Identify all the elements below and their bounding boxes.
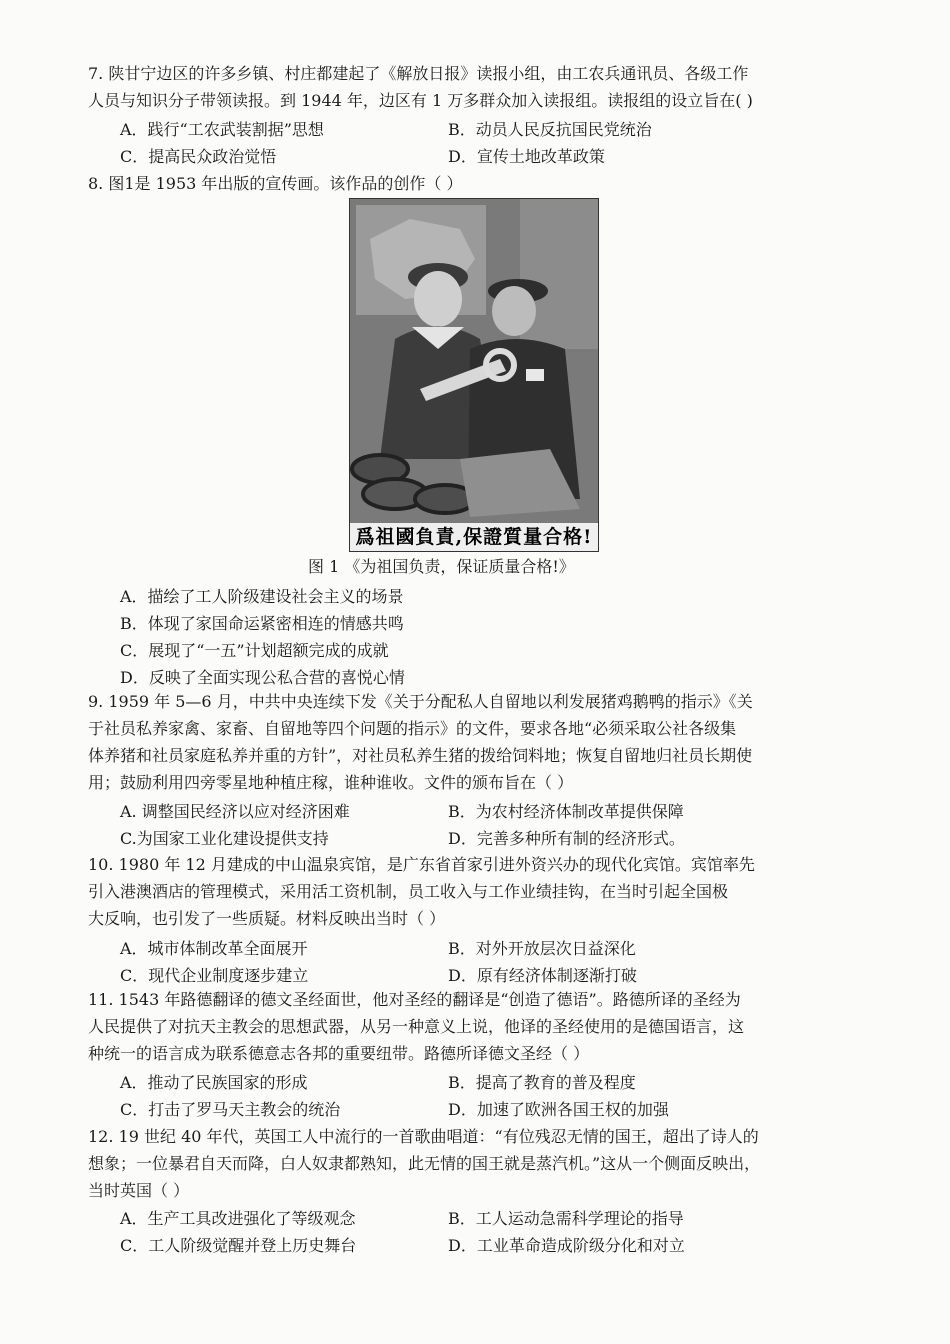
option-c[interactable]: C．展现了“一五”计划超额完成的成就 [120, 641, 389, 660]
option-d[interactable]: D．完善多种所有制的经济形式。 [448, 829, 685, 848]
option-a[interactable]: A. 调整国民经济以应对经济困难 [120, 802, 350, 821]
option-b[interactable]: B．对外开放层次日益深化 [448, 939, 636, 958]
option-c[interactable]: C．提高民众政治觉悟 [120, 147, 277, 166]
question-text-line: 大反响，也引发了一些质疑。材料反映出当时（ ） [88, 909, 446, 928]
question-9 [88, 688, 858, 796]
option-c[interactable]: C．打击了罗马天主教会的统治 [120, 1100, 341, 1119]
option-b[interactable]: B．为农村经济体制改革提供保障 [448, 802, 684, 821]
question-text-line: 用；鼓励利用四旁零星地种植庄稼，谁种谁收。文件的颁布旨在（ ） [88, 773, 574, 792]
option-a[interactable]: A．推动了民族国家的形成 [120, 1073, 308, 1092]
option-b[interactable]: B．体现了家国命运紧密相连的情感共鸣 [120, 614, 404, 633]
question-text-line: 想象；一位暴君自天而降，白人奴隶都熟知，此无情的国王就是蒸汽机。”这从一个侧面反映出， [88, 1154, 761, 1173]
option-c[interactable]: C．现代企业制度逐步建立 [120, 966, 309, 985]
option-b[interactable]: B．工人运动急需科学理论的指导 [448, 1209, 684, 1228]
poster-slogan: 爲祖國負責,保證質量合格! [350, 523, 598, 551]
question-text-line: 当时英国（ ） [88, 1181, 190, 1200]
option-d[interactable]: D．宣传土地改革政策 [448, 147, 605, 166]
option-b[interactable]: B．提高了教育的普及程度 [448, 1073, 636, 1092]
option-d[interactable]: D．工业革命造成阶级分化和对立 [448, 1236, 685, 1255]
option-a[interactable]: A．践行“工农武装割据”思想 [120, 120, 324, 139]
option-d[interactable]: D．反映了全面实现公私合营的喜悦心情 [120, 668, 405, 687]
option-d[interactable]: D．加速了欧洲各国王权的加强 [448, 1100, 669, 1119]
question-text-line: 10. 1980 年 12 月建成的中山温泉宾馆，是广东省首家引进外资兴办的现代化宾馆。宾馆率先 [88, 855, 755, 874]
question-11 [88, 986, 858, 1067]
propaganda-poster-image [349, 198, 599, 552]
question-text-line: 12. 19 世纪 40 年代，英国工人中流行的一首歌曲唱道：“有位残忍无情的国王，超出了诗人的 [88, 1127, 759, 1146]
question-text-line: 7. 陕甘宁边区的许多乡镇、村庄都建起了《解放日报》读报小组，由工农兵通讯员、各级工作 [88, 64, 749, 83]
option-d[interactable]: D．原有经济体制逐渐打破 [448, 966, 637, 985]
poster-illustration [350, 199, 598, 523]
question-text-line: 人民提供了对抗天主教会的思想武器，从另一种意义上说，他译的圣经使用的是德国语言，这 [88, 1017, 745, 1036]
figure-caption: 图 1 《为祖国负责，保证质量合格!》 [308, 557, 575, 576]
question-text-line: 11. 1543 年路德翻译的德文圣经面世，他对圣经的翻译是“创造了德语”。路德所译的圣经为 [88, 990, 741, 1009]
option-a[interactable]: A．描绘了工人阶级建设社会主义的场景 [120, 587, 404, 606]
question-12 [88, 1123, 858, 1204]
question-8 [88, 170, 858, 197]
question-text-line: 体养猪和社员家庭私养并重的方针”，对社员私养生猪的拨给饲料地；恢复自留地归社员长期使 [88, 746, 753, 765]
option-a[interactable]: A．城市体制改革全面展开 [120, 939, 308, 958]
option-c[interactable]: C．工人阶级觉醒并登上历史舞台 [120, 1236, 357, 1255]
question-text-line: 人员与知识分子带领读报。到 1944 年，边区有 1 万多群众加入读报组。读报组的设立旨在( ) [88, 91, 753, 110]
question-text-line: 9. 1959 年 5—6 月，中共中央连续下发《关于分配私人自留地以利发展猪鸡鹅鸭的指示》《关 [88, 692, 753, 711]
option-a[interactable]: A．生产工具改进强化了等级观念 [120, 1209, 356, 1228]
option-b[interactable]: B．动员人民反抗国民党统治 [448, 120, 652, 139]
option-c[interactable]: C.为国家工业化建设提供支持 [120, 829, 329, 848]
question-text-line: 8. 图1是 1953 年出版的宣传画。该作品的创作（ ） [88, 174, 463, 193]
question-text-line: 引入港澳酒店的管理模式，采用活工资机制，员工收入与工作业绩挂钩，在当时引起全国极 [88, 882, 729, 901]
question-text-line: 于社员私养家禽、家畜、自留地等四个问题的指示》的文件，要求各地“必须采取公社各级集 [88, 719, 737, 738]
question-7 [88, 60, 858, 114]
question-text-line: 种统一的语言成为联系德意志各邦的重要纽带。路德所译德文圣经（ ） [88, 1044, 590, 1063]
question-10 [88, 851, 858, 932]
